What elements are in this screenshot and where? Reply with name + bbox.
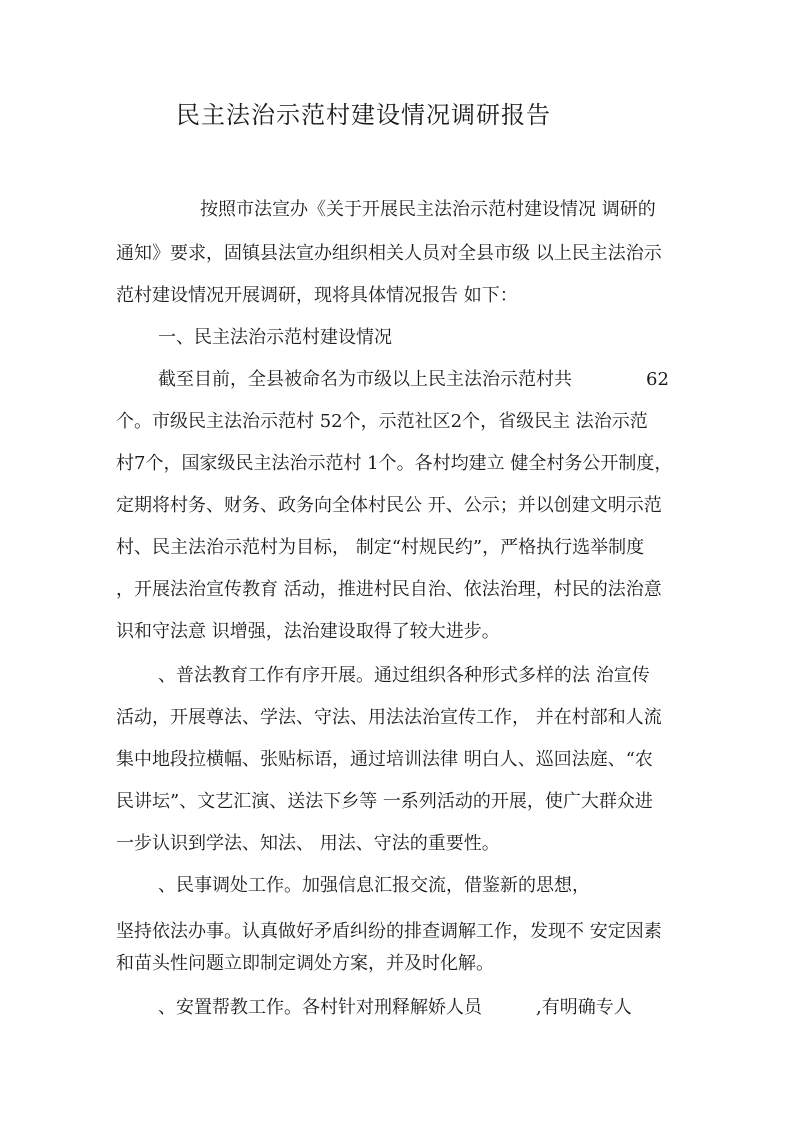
section-1-count-number: 62: [646, 369, 669, 390]
para-4-line-1: 、安置帮教工作。各村针对刑释解娇人员 ,有明确专人: [158, 997, 632, 1018]
para-3-line-2: 坚持依法办事。认真做好矛盾纠纷的排查调解工作，发现不 安定因素: [116, 921, 662, 942]
para-3-line-1: 、民事调处工作。加强信息汇报交流，借鉴新的思想，: [158, 875, 590, 896]
para-2-line-1: 、普法教育工作有序开展。通过组织各种形式多样的法 治宣传: [158, 665, 650, 686]
para-3-line-3: 和苗头性问题立即制定调处方案，并及时化解。: [116, 953, 494, 974]
para-2-line-2: 活动，开展尊法、学法、守法、用法法治宣传工作， 并在村部和人流: [116, 707, 662, 728]
section-1-line-5: 村、民主法治示范村为目标， 制定“村规民约”，严格执行选举制度: [116, 537, 645, 558]
section-1-line-1: 截至目前，全县被命名为市级以上民主法治示范村共: [158, 369, 572, 390]
intro-line-2: 通知》要求，固镇县法宣办组织相关人员对全县市级 以上民主法治示: [116, 243, 662, 264]
intro-line-1: 按照市法宣办《关于开展民主法治示范村建设情况 调研的: [182, 199, 656, 220]
para-2-line-3: 集中地段拉横幅、张贴标语，通过培训法律 明白人、巡回法庭、“农: [116, 749, 653, 770]
para-2-line-4: 民讲坛”、文艺汇演、送法下乡等 一系列活动的开展，使广大群众进: [116, 791, 653, 812]
intro-line-3: 范村建设情况开展调研，现将具体情况报告 如下：: [116, 285, 518, 306]
para-2-line-5: 一步认识到学法、知法、 用法、守法的重要性。: [116, 833, 500, 854]
document-title: 民主法治示范村建设情况调研报告: [176, 101, 551, 129]
section-1-heading: 一、民主法治示范村建设情况: [158, 327, 392, 348]
section-1-line-3: 村7个，国家级民主法治示范村 1个。各村均建立 健全村务公开制度，: [116, 453, 673, 474]
section-1-line-7: 识和守法意 识增强，法治建设取得了较大进步。: [116, 621, 500, 642]
section-1-line-6: ，开展法治宣传教育 活动，推进村民自治、依法治理，村民的法治意: [116, 579, 662, 600]
section-1-line-4: 定期将村务、财务、政务向全体村民公 开、公示；并以创建文明示范: [116, 495, 662, 516]
section-1-line-2: 个。市级民主法治示范村 52个，示范社区2个，省级民主 法治示范: [116, 411, 648, 432]
